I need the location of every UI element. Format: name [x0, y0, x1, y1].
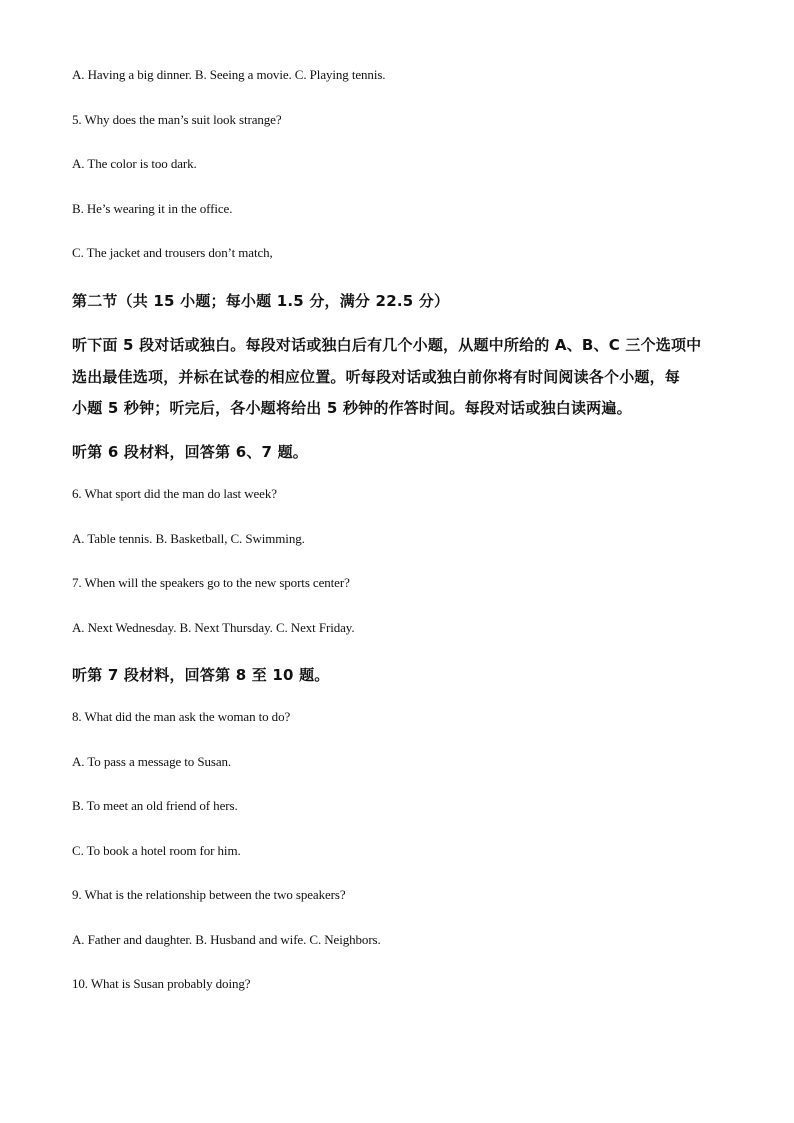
question-8-option-c: C. To book a hotel room for him.: [72, 843, 241, 858]
question-7: 7. When will the speakers go to the new sports center?: [72, 575, 350, 590]
question-8: 8. What did the man ask the woman to do?: [72, 709, 291, 724]
material-7-heading: 听第 7 段材料，回答第 8 至 10 题。: [72, 666, 330, 684]
question-7-options: A. Next Wednesday. B. Next Thursday. C. Next Friday.: [72, 620, 355, 635]
question-9-options: A. Father and daughter. B. Husband and wife. C. Neighbors.: [72, 932, 381, 947]
question-4-options: A. Having a big dinner. B. Seeing a movie. C. Playing tennis.: [72, 67, 386, 82]
section-2-title: 第二节（共 15 小题；每小题 1.5 分，满分 22.5 分）: [72, 292, 450, 310]
question-5: 5. Why does the man’s suit look strange?: [72, 112, 282, 127]
material-6-heading: 听第 6 段材料，回答第 6、7 题。: [72, 443, 309, 461]
question-8-option-a: A. To pass a message to Susan.: [72, 754, 232, 769]
question-5-option-c: C. The jacket and trousers don’t match,: [72, 245, 273, 260]
question-8-option-b: B. To meet an old friend of hers.: [72, 798, 238, 813]
question-6: 6. What sport did the man do last week?: [72, 486, 277, 501]
section-2-instructions-line-3: 小题 5 秒钟；听完后，各小题将给出 5 秒钟的作答时间。每段对话或独白读两遍。: [72, 399, 632, 417]
section-2-instructions-line-2: 选出最佳选项，并标在试卷的相应位置。听每段对话或独白前你将有时间阅读各个小题，每: [72, 368, 681, 386]
question-10: 10. What is Susan probably doing?: [72, 976, 251, 991]
section-2-instructions-line-1: 听下面 5 段对话或独白。每段对话或独白后有几个小题，从题中所给的 A、B、C 三个选项中: [72, 336, 702, 354]
question-9: 9. What is the relationship between the two speakers?: [72, 887, 346, 902]
question-6-options: A. Table tennis. B. Basketball, C. Swimming.: [72, 531, 305, 546]
question-5-option-a: A. The color is too dark.: [72, 156, 197, 171]
question-5-option-b: B. He’s wearing it in the office.: [72, 201, 233, 216]
